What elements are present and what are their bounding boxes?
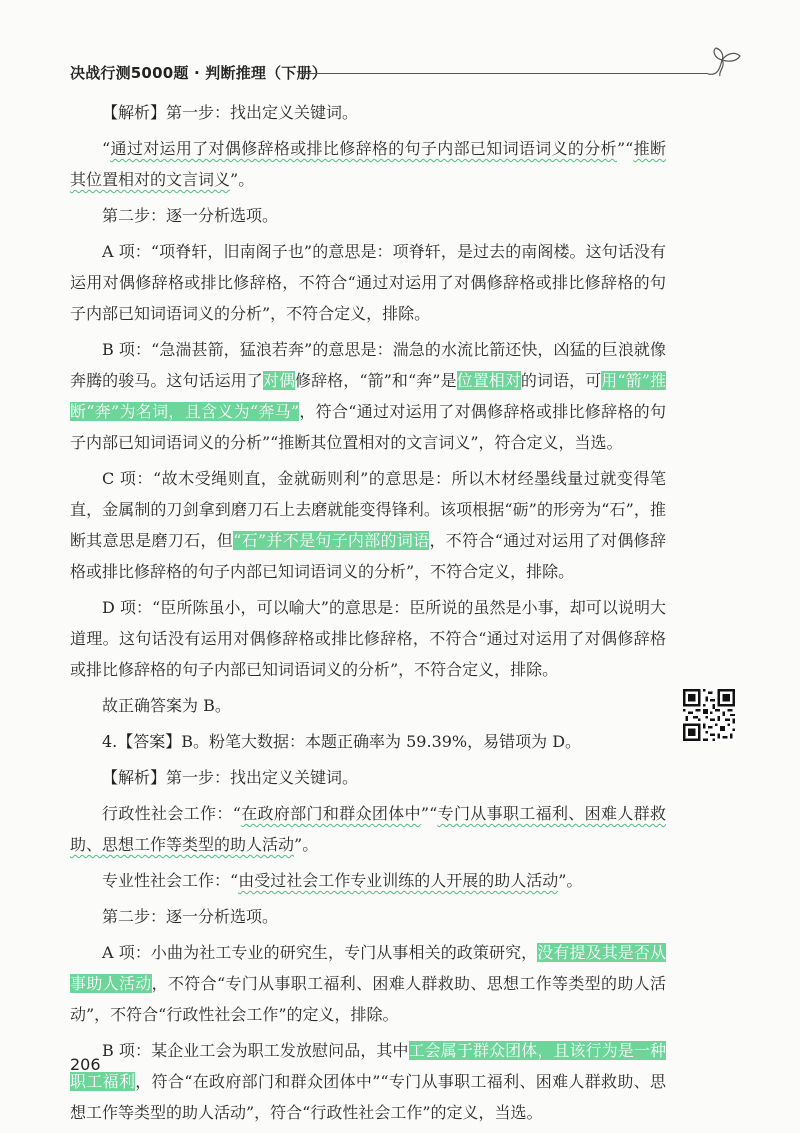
text: A 项：“项脊轩，旧南阁子也”的意思是：项脊轩，是过去的南阁楼。这句话没有运用对偶修辞格或排比修辞格，不符合“通过对运用了对偶修辞格或排比修辞格的句子内部已知词语词义的分析”，不符合定义，排除。 xyxy=(70,242,666,323)
text: 第二步：逐一分析选项。 xyxy=(102,907,279,926)
paragraph-option-c xyxy=(70,463,666,587)
text: ，符合“在政府部门和群众团体中”“专门从事职工福利、困难人群救助、思想工作等类型的助人活动”，符合“行政性社会工作”的定义，当选。 xyxy=(70,1072,666,1122)
paragraph-option-d xyxy=(70,592,666,685)
paragraph-option-a xyxy=(70,937,666,1030)
answer-explanation-body xyxy=(70,97,666,1133)
text: 的词语，可 xyxy=(520,371,602,390)
text: 第一步：找出定义关键词。 xyxy=(166,103,359,122)
highlighted-text: 没有提及其是否从事助人活动 xyxy=(70,943,666,993)
text: D 项：“臣所陈虽小，可以喻大”的意思是：臣所说的虽然是小事，却可以说明大道理。这句话没有运用对偶修辞格或排比修辞格，不符合“通过对运用了对偶修辞格或排比修辞格的句子内部已知词语词义的分析”，不符合定义，排除。 xyxy=(70,598,666,679)
paragraph-option-b xyxy=(70,334,666,458)
text: ”“ xyxy=(420,804,438,823)
wavy-underlined-text: 通过对运用了对偶修辞格或排比修辞格的句子内部已知词语词义的分析 xyxy=(110,139,617,158)
text: “ xyxy=(102,139,111,158)
analysis-label: 【解析】 xyxy=(102,768,167,787)
paragraph-answer xyxy=(70,726,666,757)
wavy-underlined-text: 推断其位置相对的文言词义 xyxy=(70,139,666,189)
header-rule xyxy=(300,73,708,74)
sprout-icon xyxy=(700,46,748,86)
text: 专业性社会工作：“ xyxy=(102,871,239,890)
paragraph-definition-1 xyxy=(70,798,666,860)
paragraph-option-a xyxy=(70,236,666,329)
text: 故正确答案为 B。 xyxy=(102,696,231,715)
paragraph-option-b xyxy=(70,1035,666,1128)
text: 第一步：找出定义关键词。 xyxy=(166,768,359,787)
paragraph xyxy=(70,901,666,932)
text: ”。 xyxy=(294,835,319,854)
paragraph xyxy=(70,97,666,128)
page-number: 206 xyxy=(70,1055,101,1074)
text: B。粉笔大数据：本题正确率为 59.39%，易错项为 D。 xyxy=(181,732,582,751)
analysis-label: 【解析】 xyxy=(102,103,167,122)
text: B 项：某企业工会为职工发放慰问品，其中 xyxy=(102,1041,409,1060)
paragraph xyxy=(70,200,666,231)
wavy-underlined-text: 由受过社会工作专业训练的人开展的助人活动 xyxy=(238,871,559,890)
text: ”。 xyxy=(230,170,255,189)
text: ，不符合“通过对运用了对偶修辞格或排比修辞格的句子内部已知词语词义的分析”，不符合定义，排除。 xyxy=(70,531,666,581)
qr-code xyxy=(683,689,735,741)
text: A 项：小曲为社工专业的研究生，专门从事相关的政策研究， xyxy=(102,943,538,962)
highlighted-text: “石”并不是句子内部的词语 xyxy=(233,531,430,550)
page-header xyxy=(0,0,800,110)
highlighted-text: 位置相对 xyxy=(456,371,521,390)
text: B 项：“急湍甚箭，猛浪若奔”的意思是：湍急的水流比箭还快，凶猛的巨浪就像奔腾的骏马。这句话运用了 xyxy=(70,340,666,390)
text: 行政性社会工作：“ xyxy=(102,804,241,823)
text: 第二步：逐一分析选项。 xyxy=(102,206,279,225)
wavy-underlined-text: 专门从事职工福利、困难人群救助、思想工作等类型的助人活动 xyxy=(70,804,666,854)
highlighted-text: 用“箭”推断“奔”为名词，且含义为“奔马” xyxy=(70,371,666,421)
highlighted-text: 对偶 xyxy=(262,371,296,390)
answer-label: 4.【答案】 xyxy=(102,732,182,751)
paragraph xyxy=(70,133,666,195)
text: ，不符合“专门从事职工福利、困难人群救助、思想工作等类型的助人活动”，不符合“行政性社会工作”的定义，排除。 xyxy=(70,974,666,1024)
paragraph xyxy=(70,762,666,793)
text: C 项：“故木受绳则直，金就砺则利”的意思是：所以木材经墨线量过就变得笔直，金属制的刀剑拿到磨刀石上去磨就能变得锋利。该项根据“砺”的形旁为“石”，推断其意思是磨刀石，但 xyxy=(70,469,666,550)
wavy-underlined-text: 在政府部门和群众团体中 xyxy=(240,804,421,823)
text: ”。 xyxy=(558,871,583,890)
highlighted-text: 工会属于群众团体，且该行为是一种职工福利 xyxy=(70,1041,666,1091)
text: ，符合“通过对运用了对偶修辞格或排比修辞格的句子内部已知词语词义的分析”“推断其位置相对的文言词义”，符合定义，当选。 xyxy=(70,402,666,452)
text: 修辞格，“箭”和“奔”是 xyxy=(295,371,457,390)
running-header-title: 决战行测5000题 · 判断推理（下册） xyxy=(70,64,327,82)
paragraph-definition-2 xyxy=(70,865,666,896)
paragraph-conclusion xyxy=(70,690,666,721)
text: ”“ xyxy=(616,139,634,158)
